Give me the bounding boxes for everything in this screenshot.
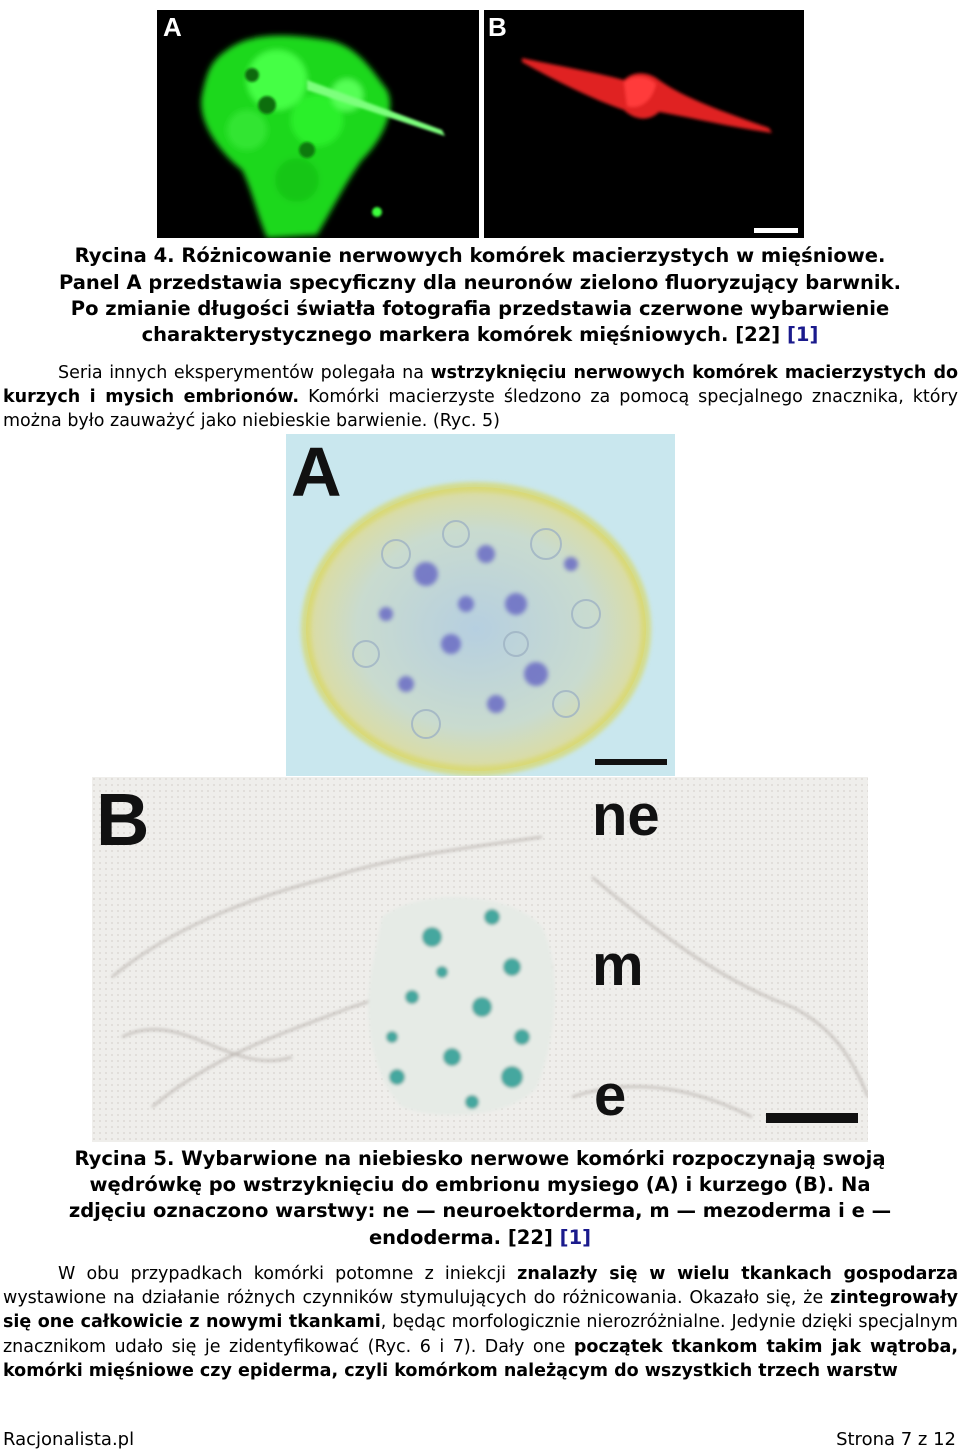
- figure5-caption-line-1: Rycina 5. Wybarwione na niebiesko nerwowe komórki rozpoczynają swoją: [74, 1147, 886, 1170]
- figure4-caption-line-4-wrap: [0, 322, 960, 349]
- figure5-panel-a: [286, 434, 675, 776]
- paragraph-2-text-3: , będąc morfologicznie nierozróżnialne. Jedynie dzięki specjalnym znacznikom udało się je zidentyfikować (Ryc. 6 i 7). Dały one: [3, 1312, 958, 1357]
- paragraph-1-text-1: Seria innych eksperymentów polegała na: [58, 363, 431, 383]
- figure4-panel-b: [484, 10, 804, 238]
- paragraph-1-bold-1: wstrzyknięciu nerwowych komórek macierzystych do kurzych i mysich embrionów.: [3, 363, 958, 408]
- figure5-panel-b-label: B: [96, 778, 150, 861]
- paragraph-2-bold-3: początek tkankom takim jak wątroba, komórki mięśniowe czy epiderma, czyli komórkom należącym do wszystkich trzech warstw: [3, 1336, 959, 1381]
- paragraph-1: [3, 361, 958, 434]
- paragraph-2-text-1: W obu przypadkach komórki potomne z iniekcji: [58, 1264, 518, 1284]
- figure5-panel-b: [92, 777, 868, 1142]
- figure5-panel-a-label: A: [291, 434, 342, 511]
- figure5-caption-line-3: zdjęciu oznaczono warstwy: ne — neuroektorderma, m — mezoderma i e —: [68, 1199, 892, 1222]
- red-fluorescence-image: [484, 10, 804, 238]
- chick-embryo-section-image: [92, 777, 868, 1142]
- paragraph-2-bold-2: zintegrowały się one całkowicie z nowymi tkankami: [3, 1288, 958, 1333]
- figure4-panel-a: [157, 10, 479, 238]
- scale-bar: [754, 228, 798, 233]
- footer-page-number: Strona 7 z 12: [836, 1429, 956, 1450]
- figure4-caption-line-1: Rycina 4. Różnicowanie nerwowych komórek macierzystych w mięśniowe.: [74, 244, 886, 267]
- paragraph-2: [3, 1262, 958, 1383]
- embryo-cell-cluster-image: [286, 434, 675, 776]
- figure5-caption-ref: [22]: [507, 1226, 553, 1249]
- layer-label-e: e: [594, 1063, 627, 1128]
- figure4-caption-line-2: Panel A przedstawia specyficzny dla neuronów zielono fluoryzujący barwnik.: [58, 271, 901, 294]
- paragraph-2-bold-1: znalazły się w wielu tkankach gospodarza: [517, 1264, 958, 1284]
- figure4-caption-ref: [22]: [735, 323, 781, 346]
- figure5-caption-line-4-wrap: [0, 1225, 960, 1252]
- figure4-panel-a-label: A: [163, 12, 182, 42]
- paragraph-1-text-2: Komórki macierzyste śledzono za pomocą specjalnego znacznika, który można było zauważyć jako niebieskie barwienie. (Ryc. 5): [3, 387, 959, 432]
- figure5-caption-link[interactable]: [1]: [559, 1226, 592, 1249]
- footer-site: Racjonalista.pl: [3, 1429, 135, 1450]
- layer-label-ne: ne: [592, 783, 660, 848]
- figure4-caption-line-4: charakterystycznego markera komórek mięśniowych.: [141, 323, 729, 346]
- figure5-caption-line-4: endoderma.: [368, 1226, 502, 1249]
- layer-label-m: m: [592, 933, 644, 998]
- figure4-caption-line-3: Po zmianie długości światła fotografia przedstawia czerwone wybarwienie: [70, 297, 890, 320]
- figure5-caption-line-2: wędrówkę po wstrzyknięciu do embrionu mysiego (A) i kurzego (B). Na: [89, 1173, 871, 1196]
- figure4-caption-link[interactable]: [1]: [787, 323, 819, 346]
- paragraph-2-text-2: wystawione na działanie różnych czynników stymulujących do różnicowania. Okazało się, że: [3, 1288, 831, 1309]
- figure4-panel-b-label: B: [488, 12, 507, 42]
- green-fluorescence-image: [157, 10, 479, 238]
